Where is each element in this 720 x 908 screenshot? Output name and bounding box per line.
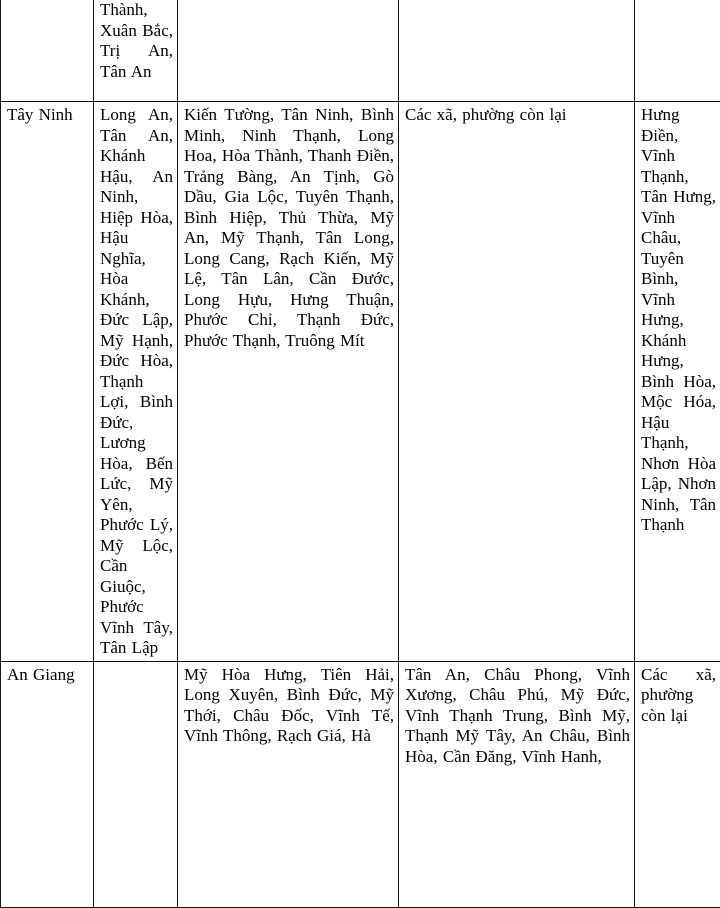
commune-list-cell-2	[178, 0, 399, 102]
commune-list-cell-1: Thành, Xuân Bắc, Trị An, Tân An	[94, 0, 178, 102]
remaining-wards-cell: Các xã, phường còn lại	[399, 102, 635, 662]
table-row-tay-ninh	[1, 102, 720, 662]
commune-list-cell-3: Hưng Điền, Vĩnh Thạnh, Tân Hưng, Vĩnh Châu, Tuyên Bình, Vĩnh Hưng, Khánh Hưng, Bình Hòa, Mộc Hóa, Hậu Thạnh, Nhơn Hòa Lập, Nhơn Ninh, Tân Thạnh	[635, 102, 720, 662]
commune-list-cell-2: Kiến Tường, Tân Ninh, Bình Minh, Ninh Thạnh, Long Hoa, Hòa Thành, Thanh Điền, Trảng Bàng, An Tịnh, Gò Dầu, Gia Lộc, Tuyên Thạnh, Bình Hiệp, Thủ Thừa, Mỹ An, Mỹ Thạnh, Tân Long, Long Cang, Rạch Kiến, Mỹ Lệ, Tân Lân, Cần Đước, Long Hựu, Hưng Thuận, Phước Chỉ, Thạnh Đức, Phước Thạnh, Truông Mít	[178, 102, 399, 662]
table-row-partial	[1, 0, 720, 102]
commune-list-cell-1: Long An, Tân An, Khánh Hậu, An Ninh, Hiệp Hòa, Hậu Nghĩa, Hòa Khánh, Đức Lập, Mỹ Hạnh, Đức Hòa, Thạnh Lợi, Bình Đức, Lương Hòa, Bến Lức, Mỹ Yên, Phước Lý, Mỹ Lộc, Cần Giuộc, Phước Vĩnh Tây, Tân Lập	[94, 102, 178, 662]
remaining-wards-cell	[399, 0, 635, 102]
commune-list-cell-3	[635, 0, 720, 102]
commune-list-cell-3: Các xã, phường còn lại	[635, 661, 720, 907]
province-name-cell	[1, 0, 94, 102]
province-name-cell: An Giang	[1, 661, 94, 907]
province-name-cell: Tây Ninh	[1, 102, 94, 662]
commune-list-cell-1	[94, 661, 178, 907]
table-row-an-giang	[1, 661, 720, 907]
commune-list-cell-2: Mỹ Hòa Hưng, Tiên Hải, Long Xuyên, Bình Đức, Mỹ Thới, Châu Đốc, Vĩnh Tế, Vĩnh Thông, Rạch Giá, Hà	[178, 661, 399, 907]
remaining-wards-cell: Tân An, Châu Phong, Vĩnh Xương, Châu Phú, Mỹ Đức, Vĩnh Thạnh Trung, Bình Mỹ, Thạnh Mỹ Tây, An Châu, Bình Hòa, Cần Đăng, Vĩnh Hanh,	[399, 661, 635, 907]
